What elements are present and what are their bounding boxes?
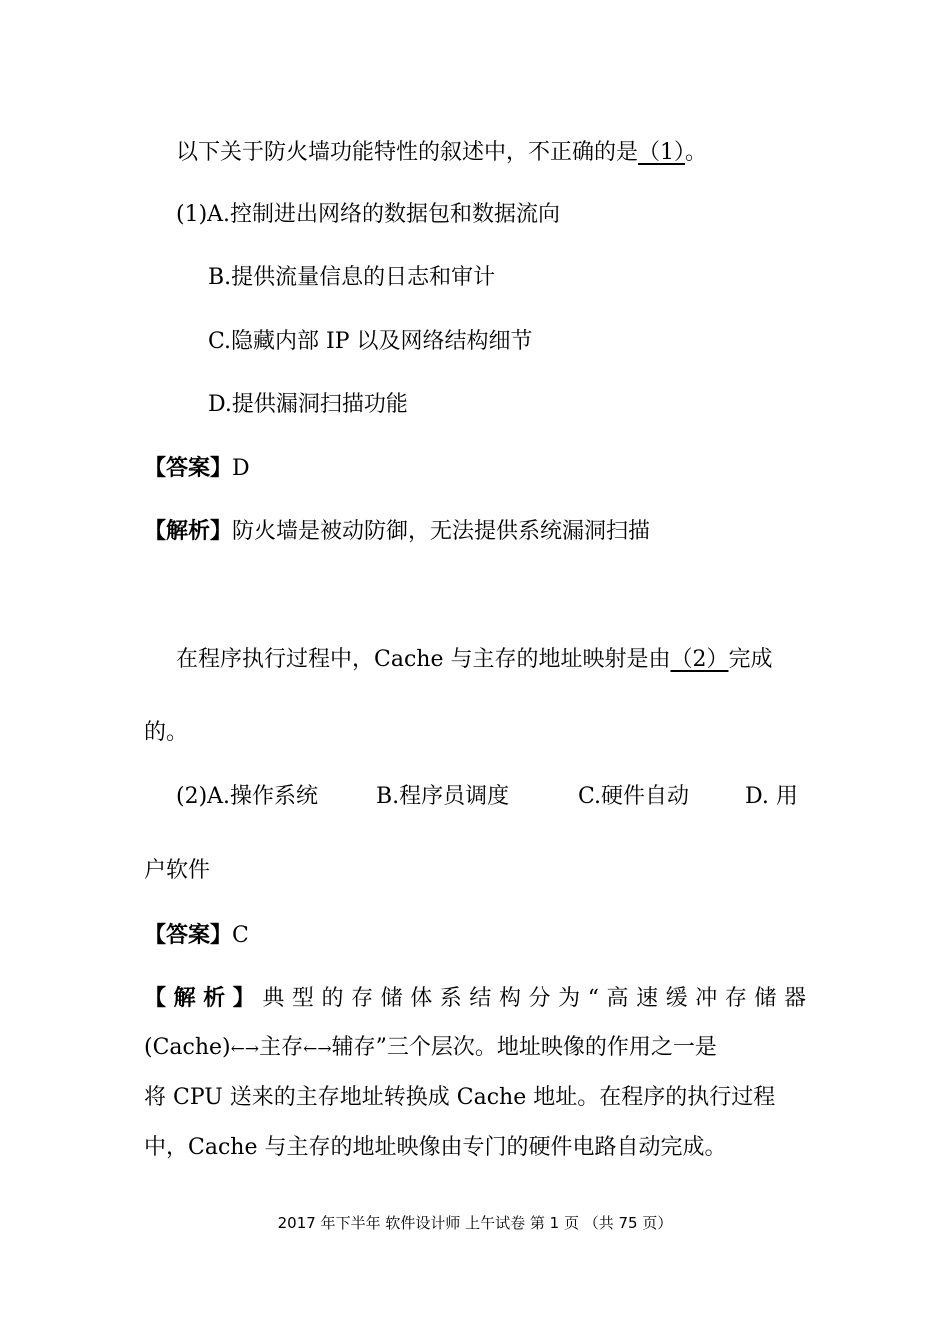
q2-option-b: B.程序员调度 xyxy=(376,784,510,809)
q1-analysis-label: 【解析】 xyxy=(144,518,233,544)
q2-answer xyxy=(144,920,249,951)
q2-stem-line2: 的。 xyxy=(144,720,189,745)
q1-answer xyxy=(144,453,250,484)
q1-stem xyxy=(176,138,707,168)
q2-stem xyxy=(176,645,772,675)
q2-analysis-label: 【解析】 xyxy=(144,985,263,1011)
bidirectional-arrow-icon: ←→ xyxy=(303,1039,332,1059)
q1-option-a: (1)A.控制进出网络的数据包和数据流向 xyxy=(176,202,561,227)
q1-stem-end: 。 xyxy=(685,140,708,165)
q1-analysis-text: 防火墙是被动防御，无法提供系统漏洞扫描 xyxy=(232,519,651,544)
q2-analysis-line2 xyxy=(144,1033,717,1064)
q2-answer-label: 【答案】 xyxy=(144,922,233,948)
q2-blank: （2） xyxy=(670,647,729,672)
q1-option-d: D.提供漏洞扫描功能 xyxy=(208,392,408,417)
q2-analysis-line1 xyxy=(144,983,806,1014)
bidirectional-arrow-icon: ←→ xyxy=(230,1039,260,1059)
q2-analysis-line4: 中，Cache 与主存的地址映像由专门的硬件电路自动完成。 xyxy=(144,1135,727,1160)
q1-answer-label: 【答案】 xyxy=(144,455,233,481)
q2-analysis-text-1: 典型的存储体系结构分为“高速缓冲存储器 xyxy=(262,986,806,1011)
q2-option-c: C.硬件自动 xyxy=(578,784,690,809)
page-footer: 2017 年下半年 软件设计师 上午试卷 第 1 页 （共 75 页） xyxy=(277,1214,673,1232)
q1-blank: （1） xyxy=(638,140,686,165)
q2-analysis-line3: 将 CPU 送来的主存地址转换成 Cache 地址。在程序的执行过程 xyxy=(144,1085,776,1110)
q2-stem-text: 在程序执行过程中，Cache 与主存的地址映射是由 xyxy=(176,647,671,672)
q2-stem-end: 完成 xyxy=(728,647,773,672)
q1-option-c: C.隐藏内部 IP 以及网络结构细节 xyxy=(208,329,533,354)
q2-option-d: D. 用 xyxy=(745,784,798,809)
q2-option-d-wrap: 户软件 xyxy=(144,858,211,883)
q1-answer-value: D xyxy=(232,456,250,481)
q1-stem-text: 以下关于防火墙功能特性的叙述中，不正确的是 xyxy=(176,140,639,165)
q1-analysis xyxy=(144,516,650,547)
q1-option-b: B.提供流量信息的日志和审计 xyxy=(208,265,496,290)
q2-answer-value: C xyxy=(232,923,249,948)
q2-option-a: (2)A.操作系统 xyxy=(176,784,319,809)
q2-analysis-cache: (Cache) xyxy=(144,1035,231,1060)
q2-analysis-main-memory: 主存 xyxy=(259,1035,304,1060)
q2-analysis-text-2: 辅存”三个层次。地址映像的作用之一是 xyxy=(331,1035,717,1060)
